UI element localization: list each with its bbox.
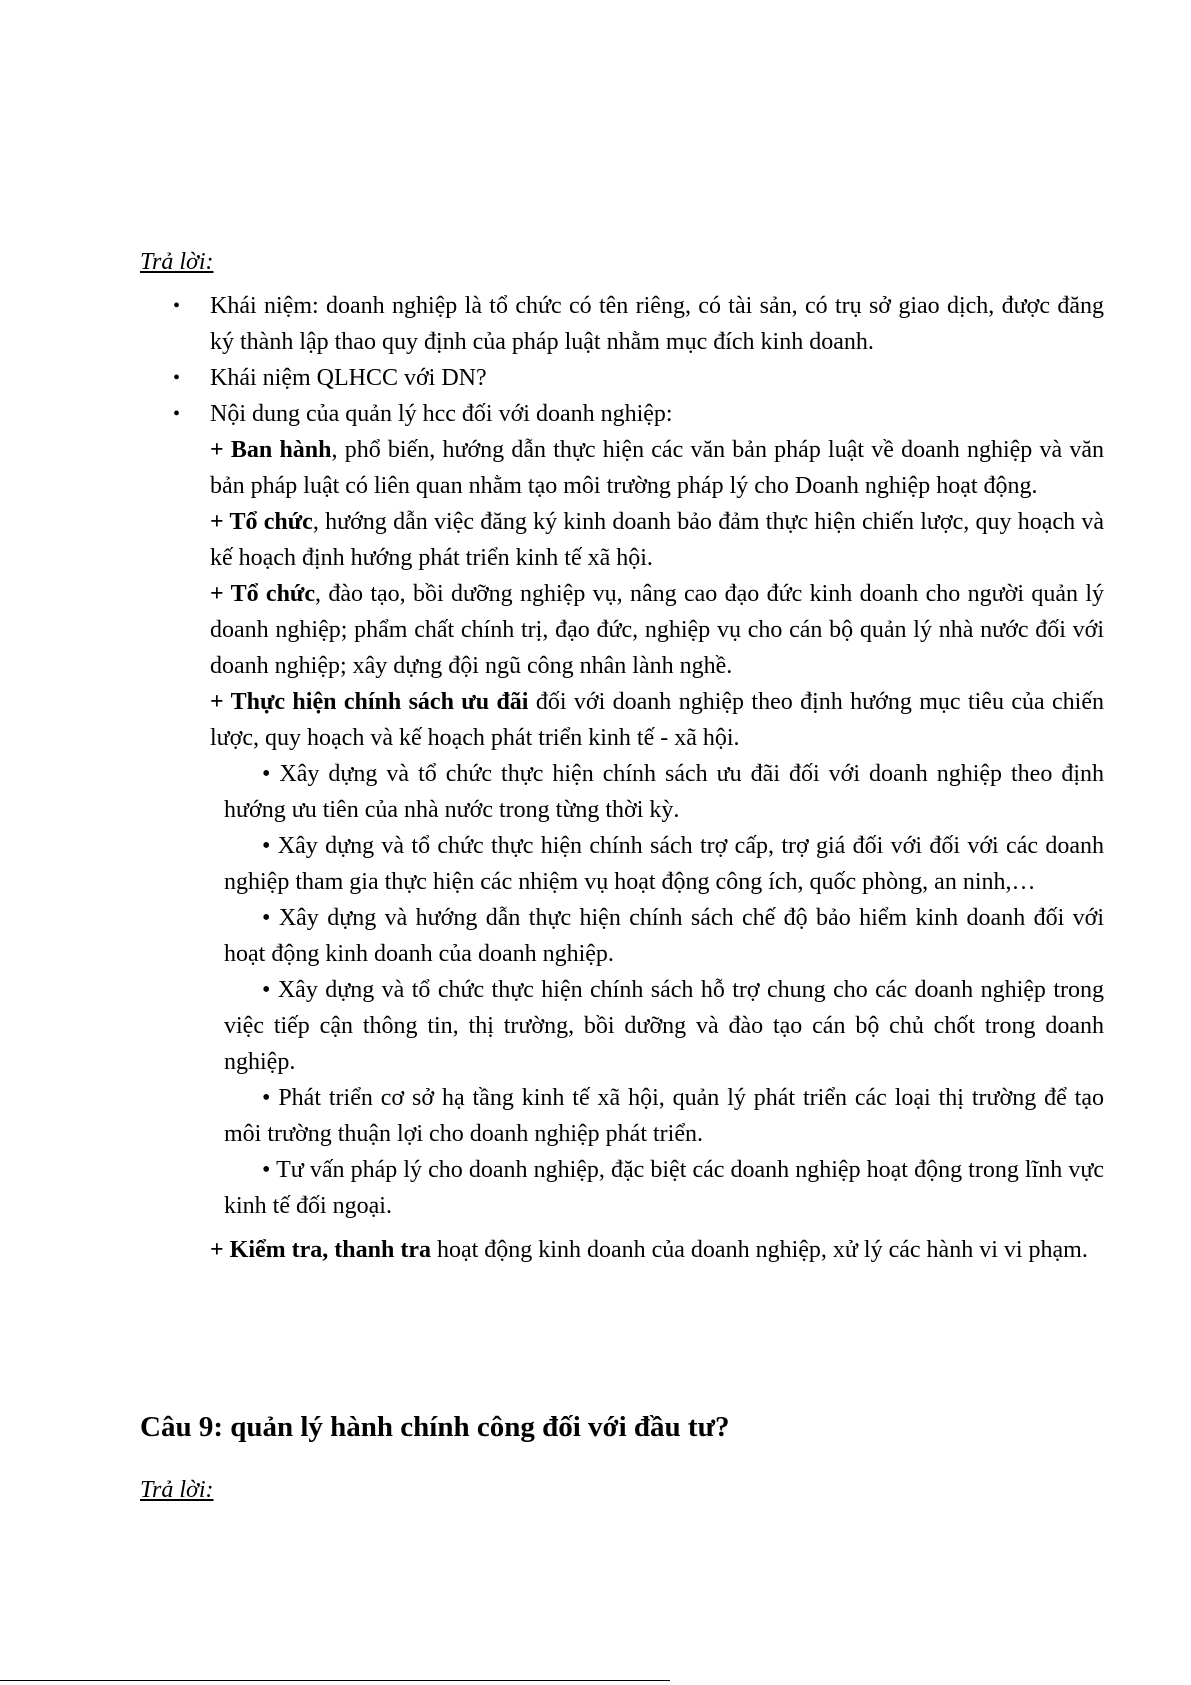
sub-item-text: Xây dựng và tổ chức thực hiện chính sách trợ cấp, trợ giá đối với đối với các doanh nghiệp tham gia thực hiện các nhiệm vụ hoạt động công ích, quốc phòng, an ninh,… — [224, 833, 1105, 895]
sub-bullet-icon: • — [262, 761, 271, 787]
sub-bullet-icon: • — [262, 833, 271, 859]
bullet-icon: • — [173, 403, 181, 425]
bullet-text-2: Khái niệm QLHCC với DN? — [210, 365, 487, 391]
item-bold-label: + Kiểm tra, thanh tra — [210, 1237, 431, 1263]
item-bold-label: + Tổ chức — [210, 509, 313, 535]
item-text: hoạt động kinh doanh của doanh nghiệp, xử lý các hành vi vi phạm. — [430, 1237, 1088, 1263]
item-bold-label: + Ban hành — [210, 437, 332, 463]
bullet-text-1: Khái niệm: doanh nghiệp là tổ chức có tên riêng, có tài sản, có trụ sở giao dịch, được đăng ký thành lập thao quy định của pháp luật nhằm mục đích kinh doanh. — [210, 293, 1104, 355]
content-item-ban-hanh — [0, 432, 1104, 504]
item-bold-label: + Tổ chức — [210, 581, 315, 607]
content-item-to-chuc-dao-tao — [0, 576, 1104, 684]
content-item-kiem-tra — [0, 1232, 1104, 1268]
question-title: Câu 9: quản lý hành chính công đối với đầu tư? — [140, 1411, 730, 1443]
answer-content — [0, 288, 1191, 1268]
item-text: , hướng dẫn việc đăng ký kinh doanh bảo đảm thực hiện chiến lược, quy hoạch và kế hoạch định hướng phát triển kinh tế xã hội. — [210, 509, 1104, 571]
item-text: , đào tạo, bồi dưỡng nghiệp vụ, nâng cao đạo đức kinh doanh cho người quản lý doanh nghiệp; phẩm chất chính trị, đạo đức, nghiệp vụ cho cán bộ quản lý nhà nước đối với doanh nghiệp; xây dựng đội ngũ công nhân lành nghề. — [210, 581, 1104, 679]
sub-item-text: Phát triển cơ sở hạ tầng kinh tế xã hội, quản lý phát triển các loại thị trường để tạo môi trường thuận lợi cho doanh nghiệp phát triển. — [224, 1085, 1104, 1147]
page-bottom-rule — [0, 1680, 670, 1681]
sub-item-3 — [0, 900, 1104, 972]
sub-item-text: Xây dựng và hướng dẫn thực hiện chính sách chế độ bảo hiểm kinh doanh đối với hoạt động kinh doanh của doanh nghiệp. — [224, 905, 1105, 967]
sub-bullet-icon: • — [262, 905, 271, 931]
sub-item-2 — [0, 828, 1104, 900]
sub-bullet-icon: • — [262, 1157, 271, 1183]
item-bold-label: + Thực hiện chính sách ưu đãi — [210, 689, 529, 715]
sub-bullet-icon: • — [262, 1085, 271, 1111]
bullet-item-3 — [0, 396, 1104, 432]
content-item-to-chuc-dang-ky — [0, 504, 1104, 576]
content-item-chinh-sach-uu-dai — [0, 684, 1104, 756]
sub-item-1 — [0, 756, 1104, 828]
answer-label-1: Trả lời: — [140, 249, 214, 275]
sub-item-6 — [0, 1152, 1104, 1224]
bullet-icon: • — [173, 295, 181, 317]
sub-item-4 — [0, 972, 1104, 1080]
bullet-item-2 — [0, 360, 1104, 396]
bullet-item-1 — [0, 288, 1104, 360]
sub-bullet-icon: • — [262, 977, 271, 1003]
sub-item-5 — [0, 1080, 1104, 1152]
item-text: , phổ biến, hướng dẫn thực hiện các văn bản pháp luật về doanh nghiệp và văn bản pháp luật có liên quan nhằm tạo môi trường pháp lý cho Doanh nghiệp hoạt động. — [210, 437, 1104, 499]
sub-item-text: Xây dựng và tổ chức thực hiện chính sách ưu đãi đối với doanh nghiệp theo định hướng ưu tiên của nhà nước trong từng thời kỳ. — [224, 761, 1105, 823]
sub-item-text: Tư vấn pháp lý cho doanh nghiệp, đặc biệt các doanh nghiệp hoạt động trong lĩnh vực kinh tế đối ngoại. — [224, 1157, 1104, 1219]
bullet-icon: • — [173, 367, 181, 389]
answer-label-2: Trả lời: — [140, 1477, 214, 1503]
item-text: đối với doanh nghiệp theo định hướng mục tiêu của chiến lược, quy hoạch và kế hoạch phát triển kinh tế - xã hội. — [210, 689, 1104, 751]
sub-item-text: Xây dựng và tổ chức thực hiện chính sách hỗ trợ chung cho các doanh nghiệp trong việc tiếp cận thông tin, thị trường, bồi dưỡng và đào tạo cán bộ chủ chốt trong doanh nghiệp. — [224, 977, 1105, 1075]
bullet-text-3: Nội dung của quản lý hcc đối với doanh nghiệp: — [210, 401, 673, 427]
